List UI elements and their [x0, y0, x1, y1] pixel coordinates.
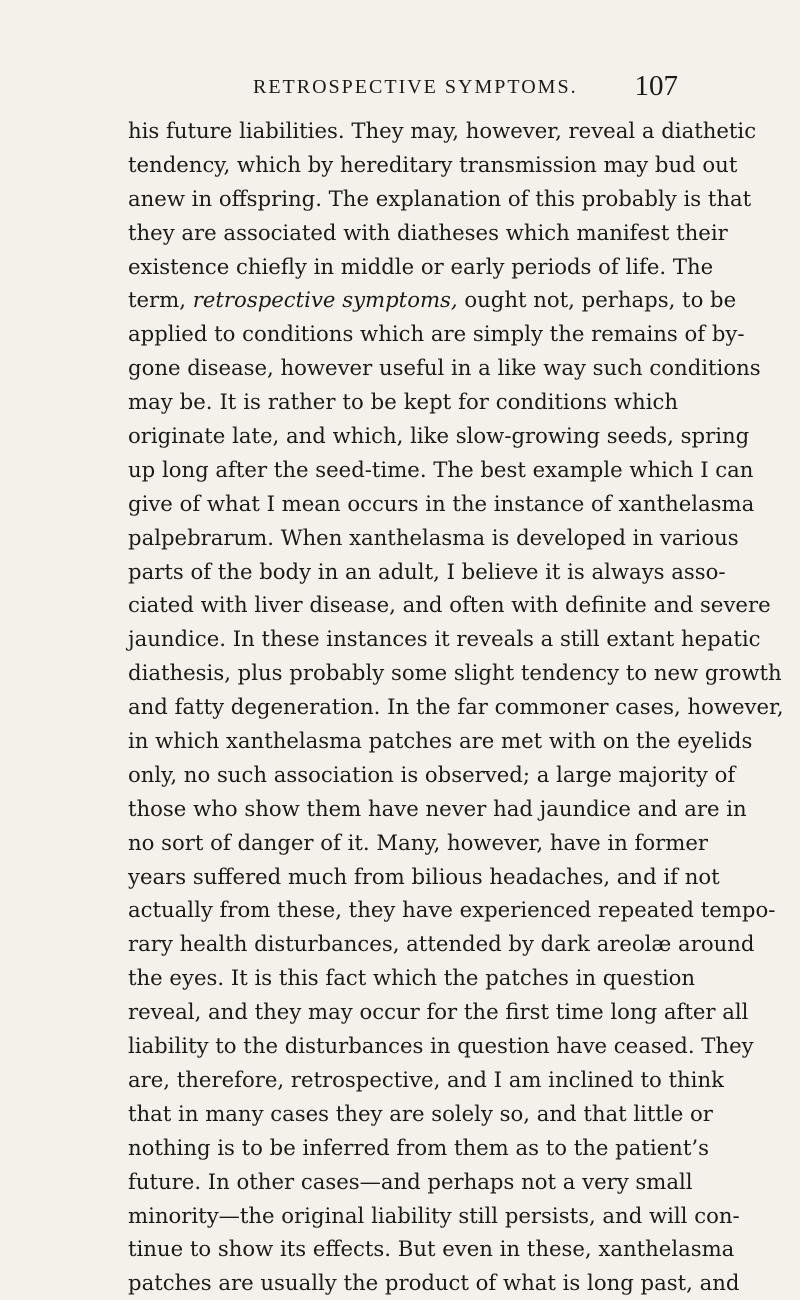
text-line: his future liabilities. They may, however, reveal a diathetic	[128, 118, 757, 143]
text-segment: ought not, perhaps, to be	[457, 287, 737, 313]
text-line: future. In other cases—and perhaps not a very small	[128, 1168, 693, 1194]
text-line: tendency, which by hereditary transmission may bud out	[128, 151, 738, 177]
text-line: years suffered much from bilious headaches, and if not	[128, 863, 720, 889]
running-head	[128, 70, 678, 106]
text-line: palpebrarum. When xanthelasma is developed in various	[128, 524, 739, 550]
text-line: may be. It is rather to be kept for conditions which	[128, 389, 678, 415]
text-line: actually from these, they have experienced repeated tempo-	[128, 897, 776, 923]
text-line: give of what I mean occurs in the instance of xanthelasma	[128, 490, 755, 516]
text-line: that in many cases they are solely so, and that little or	[128, 1100, 713, 1126]
text-line: parts of the body in an adult, I believe it is always asso-	[128, 558, 726, 584]
text-line: and fatty degeneration. In the far commoner cases, however,	[128, 694, 784, 720]
text-line: reveal, and they may occur for the first time long after all	[128, 999, 749, 1025]
text-line: tinue to show its effects. But even in these, xanthelasma	[128, 1236, 735, 1262]
text-line: anew in offspring. The explanation of this probably is that	[128, 185, 752, 211]
text-line: they are associated with diatheses which manifest their	[128, 219, 728, 245]
text-line: applied to conditions which are simply the remains of by-	[128, 321, 745, 347]
text-line: patches are usually the product of what is long past, and	[128, 1270, 740, 1296]
text-line: those who show them have never had jaundice and are in	[128, 795, 747, 821]
italic-term: retrospective symptoms,	[192, 287, 458, 313]
text-line: liability to the disturbances in question have ceased. They	[128, 1033, 754, 1059]
text-line: originate late, and which, like slow-growing seeds, spring	[128, 423, 750, 449]
text-line: gone disease, however useful in a like way such conditions	[128, 355, 761, 381]
text-line: are, therefore, retrospective, and I am inclined to think	[128, 1066, 724, 1092]
text-line: no sort of danger of it. Many, however, have in former	[128, 829, 708, 855]
running-title: RETROSPECTIVE SYMPTOMS.	[253, 76, 578, 98]
text-line: rary health disturbances, attended by dark areolæ around	[128, 931, 755, 957]
text-line: diathesis, plus probably some slight tendency to new growth	[128, 660, 782, 686]
text-line: minority—the original liability still persists, and will con-	[128, 1202, 740, 1228]
body-text	[128, 114, 784, 1300]
page-number: 107	[634, 70, 678, 102]
text-line: up long after the seed-time. The best example which I can	[128, 456, 754, 482]
text-line: jaundice. In these instances it reveals a still extant hepatic	[128, 626, 761, 652]
text-line: only, no such association is observed; a large majority of	[128, 761, 736, 787]
text-line: the eyes. It is this fact which the patches in question	[128, 965, 696, 991]
text-line	[128, 283, 737, 317]
text-segment: term,	[128, 287, 193, 313]
text-line: ciated with liver disease, and often with definite and severe	[128, 592, 771, 618]
text-line: in which xanthelasma patches are met with on the eyelids	[128, 728, 753, 754]
text-line: existence chiefly in middle or early periods of life. The	[128, 253, 714, 279]
text-line: nothing is to be inferred from them as to the patient’s	[128, 1134, 709, 1160]
